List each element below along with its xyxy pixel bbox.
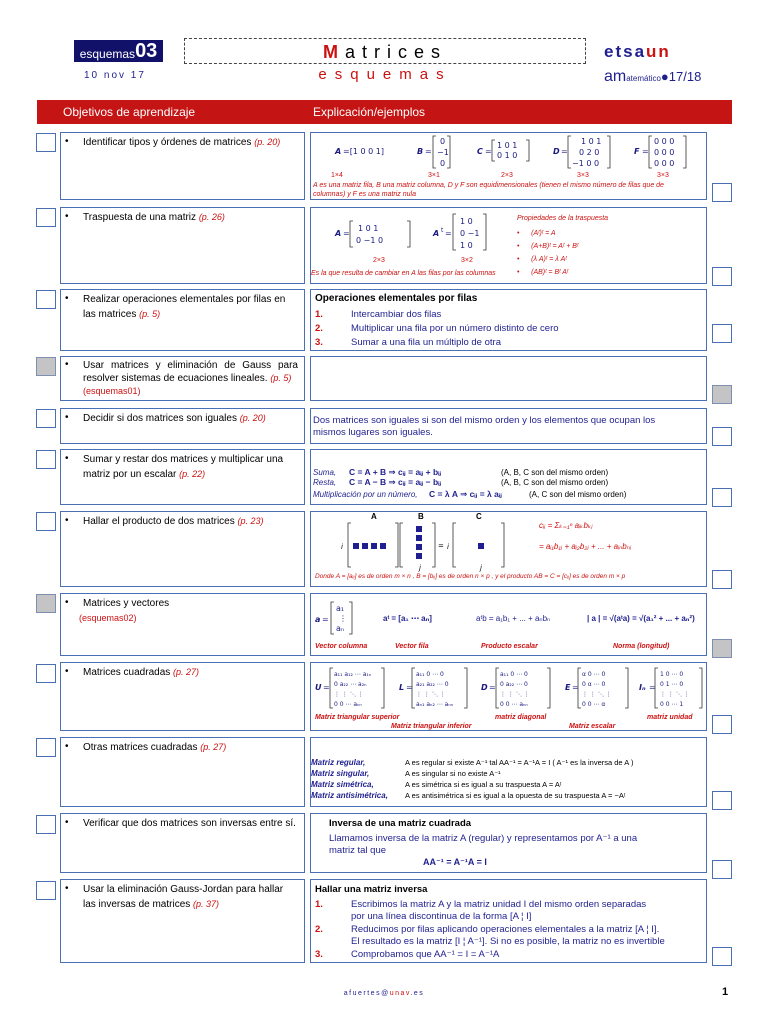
dim-a: 2×3 (373, 257, 385, 264)
svg-text:=: = (572, 683, 579, 692)
svg-text:α 0 ⋯ 0: α 0 ⋯ 0 (582, 671, 606, 678)
diff-formula: C = A − B ⇒ cᵢⱼ = aᵢⱼ − bᵢⱼ (349, 477, 442, 487)
esquemas-badge (74, 40, 163, 62)
checkbox-example-9[interactable] (712, 715, 732, 734)
svg-text:0 a₂₂ ⋯ a₂ₙ: 0 a₂₂ ⋯ a₂ₙ (334, 681, 367, 688)
step-1-cont: por una línea discontinua de la forma [A ¦ I] (351, 911, 532, 922)
column-vector (315, 600, 375, 640)
objective-1: • Identificar tipos y órdenes de matrices (p. 20) (60, 132, 305, 200)
objective-text: Verificar que dos matrices son inversas entre sí. (83, 818, 296, 829)
vector-norm: | a | = √(aᵗa) = √(a₁² + ... + aₙ²) (587, 614, 695, 623)
label-row-vector: Vector fila (395, 643, 429, 650)
objective-text: Usar la eliminación Gauss-Jordan para hallar las inversas de matrices (83, 884, 284, 910)
svg-text:1 0: 1 0 (460, 241, 473, 250)
svg-text:U: U (315, 683, 322, 692)
label-a: A (371, 512, 377, 521)
objective-6: • Sumar y restar dos matrices y multiplicar una matriz por un escalar (p. 22) (60, 449, 305, 505)
checkbox-objective-12[interactable] (36, 881, 56, 900)
objective-12: • Usar la eliminación Gauss-Jordan para hallar las inversas de matrices (p. 37) (60, 879, 305, 963)
svg-text:A: A (335, 147, 342, 156)
objective-5: • Decidir si dos matrices son iguales (p. 20) (60, 408, 305, 444)
objective-text: Hallar el producto de dos matrices (83, 516, 235, 527)
inverse-formula: AA⁻¹ = A⁻¹A = I (423, 857, 487, 867)
document-date: 10 nov 17 (84, 70, 146, 81)
checkbox-example-8[interactable] (712, 639, 732, 658)
inverse-title: Inversa de una matriz cuadrada (329, 818, 472, 829)
svg-text:D: D (553, 147, 560, 156)
svg-text:⋮ ⋮ ⋱ ⋮: ⋮ ⋮ ⋱ ⋮ (500, 691, 530, 698)
svg-text:−1 0 0: −1 0 0 (572, 159, 600, 168)
title-first-letter: M (322, 42, 345, 62)
product-formula-sum: cᵢⱼ = Σₖ₌₁ⁿ aᵢₖbₖⱼ (539, 521, 593, 530)
example-matrix-product (310, 511, 707, 587)
svg-text:=: = (642, 147, 649, 156)
objective-text: Matrices y vectores (83, 598, 170, 609)
transpose-note: Es la que resulta de cambiar en A las filas por las columnas (311, 270, 496, 277)
page-ref: (p. 5) (139, 309, 161, 319)
inverse-line-1: Llamamos inversa de la matriz A (regular) y representamos por A⁻¹ a una (329, 833, 638, 844)
objective-text: Traspuesta de una matriz (83, 212, 197, 223)
footer-email: afuertes@unav.es (343, 990, 425, 997)
equal-line-1: Dos matrices son iguales si son del mismo orden y los elementos que ocupan los (313, 415, 656, 426)
svg-text:⋮ ⋮ ⋱ ⋮: ⋮ ⋮ ⋱ ⋮ (582, 691, 612, 698)
esquemas-ref: (esquemas01) (83, 386, 141, 396)
dim-b: 3×1 (428, 172, 440, 179)
title-rest: atrices (344, 42, 447, 62)
prop-1: • (Aᵗ)ᵗ = A (517, 230, 556, 237)
product-note: Donde A = [aᵢⱼ] es de orden m × n , B = [bᵢⱼ] es de orden n × p , y el producto AB = C = [cᵢⱼ] es de orden m × p (315, 573, 626, 580)
scalar-label: Multiplicación por un número, (313, 490, 418, 499)
svg-text:⋮ ⋮ ⋱ ⋮: ⋮ ⋮ ⋱ ⋮ (334, 691, 364, 698)
svg-text:0 a₂₂ ⋯ 0: 0 a₂₂ ⋯ 0 (500, 681, 528, 688)
svg-text:A: A (433, 229, 440, 238)
example-vectors (310, 593, 707, 656)
svg-text:1 0 1: 1 0 1 (358, 224, 379, 233)
svg-text:=: = (322, 615, 329, 624)
svg-text:i: i (447, 543, 449, 551)
svg-text:Iₙ: Iₙ (639, 683, 646, 692)
row-vector: aᵗ = [a₁ ⋯ aₙ] (383, 614, 432, 623)
objective-text: Realizar operaciones elementales por filas en las matrices (83, 294, 286, 320)
inverse-line-2: matriz tal que (329, 845, 387, 856)
svg-text:0 1 0: 0 1 0 (497, 151, 518, 160)
svg-text:⋮ ⋮ ⋱ ⋮: ⋮ ⋮ ⋱ ⋮ (416, 691, 446, 698)
symmetric-key: Matriz simétrica, (311, 780, 374, 789)
checkbox-example-2[interactable] (712, 267, 732, 286)
checkbox-objective-11[interactable] (36, 815, 56, 834)
svg-text:a₂₁ a₂₂ ⋯ 0: a₂₁ a₂₂ ⋯ 0 (416, 681, 449, 688)
prop-2: • (A+B)ᵗ = Aᵗ + Bᵗ (517, 243, 579, 250)
checkbox-example-5[interactable] (712, 427, 732, 446)
page-ref: (p. 5) (270, 373, 292, 383)
prop-3: • (λ A)ᵗ = λ Aᵗ (517, 256, 567, 263)
svg-text:a₁₁ 0 ⋯ 0: a₁₁ 0 ⋯ 0 (416, 671, 444, 678)
svg-text:a: a (315, 615, 321, 624)
page-ref: (p. 23) (237, 516, 264, 526)
objective-8: • Matrices y vectores (esquemas02) (60, 593, 305, 656)
types-note-2: columnas) y F es una matriz nula (313, 191, 416, 198)
diff-note: (A, B, C son del mismo orden) (501, 478, 609, 487)
svg-text:a₁: a₁ (336, 604, 345, 613)
section-header-bar (37, 100, 732, 124)
svg-text:=: = (343, 229, 350, 238)
regular-value: A es regular si existe A⁻¹ tal AA⁻¹ = A⁻¹A = I ( A⁻¹ es la inversa de A ) (405, 758, 634, 767)
checkbox-example-12[interactable] (712, 947, 732, 966)
matrix-types-diagram (311, 133, 706, 177)
label-norm: Norma (longitud) (613, 643, 670, 650)
svg-text:i: i (341, 543, 343, 551)
am-year: ●17/18 (660, 69, 702, 84)
svg-text:=: = (649, 683, 656, 692)
page-ref: (p. 20) (254, 137, 281, 147)
objective-10: • Otras matrices cuadradas (p. 27) (60, 737, 305, 807)
diff-label: Resta, (313, 478, 337, 487)
checkbox-objective-3[interactable] (36, 290, 56, 309)
svg-text:E: E (565, 683, 571, 692)
svg-text:1 0 1: 1 0 1 (581, 137, 602, 146)
svg-text:a₁₁ 0 ⋯ 0: a₁₁ 0 ⋯ 0 (500, 671, 528, 678)
sum-formula: C = A + B ⇒ cᵢⱼ = aᵢⱼ + bᵢⱼ (349, 467, 442, 477)
regular-key: Matriz regular, (311, 758, 366, 767)
row-op-1: 1. Intercambiar dos filas (315, 309, 442, 320)
checkbox-objective-10[interactable] (36, 738, 56, 757)
svg-text:0 0 ⋯ 1: 0 0 ⋯ 1 (660, 701, 684, 708)
label-identity: matriz unidad (647, 714, 693, 721)
page-number: 1 (722, 986, 729, 998)
checkbox-objective-8[interactable] (36, 594, 56, 613)
svg-text:⋮: ⋮ (339, 614, 347, 623)
objective-4: • Usar matrices y eliminación de Gauss para resolver sistemas de ecuaciones lineales. (p. 5) (esquemas01) (60, 356, 305, 401)
svg-text:0: 0 (440, 159, 446, 168)
example-other-square-matrices (310, 737, 707, 807)
checkbox-example-10[interactable] (712, 791, 732, 810)
checkbox-example-1[interactable] (712, 183, 732, 202)
dot-product: aᵗb = a₁b₁ + ... + aₙbₙ (476, 614, 551, 623)
svg-text:A: A (335, 229, 342, 238)
prop-4: • (AB)ᵗ = Bᵗ Aᵗ (517, 269, 569, 276)
page-ref: (p. 27) (200, 742, 227, 752)
svg-text:0 −1: 0 −1 (460, 229, 480, 238)
example-find-inverse (310, 879, 707, 963)
svg-text:0 −1 0: 0 −1 0 (356, 236, 384, 245)
dim-at: 3×2 (461, 257, 473, 264)
sum-label: Suma, (313, 468, 337, 477)
objective-11: • Verificar que dos matrices son inversas entre sí. (60, 813, 305, 873)
objective-text: Identificar tipos y órdenes de matrices (83, 137, 252, 148)
transpose-diagram (311, 208, 511, 258)
svg-text:C: C (477, 147, 483, 156)
example-inverse (310, 813, 707, 873)
explanation-header: Explicación/ejemplos (313, 105, 426, 119)
checkbox-objective-4[interactable] (36, 357, 56, 376)
esquemas-ref: (esquemas02) (79, 613, 137, 623)
course-tag (604, 68, 701, 86)
esquemas-word: esquemas (79, 47, 136, 61)
example-row-operations (310, 289, 707, 351)
objective-7: • Hallar el producto de dos matrices (p. 23) (60, 511, 305, 587)
objectives-header: Objetivos de aprendizaje (63, 105, 196, 119)
svg-text:0 0 0: 0 0 0 (654, 159, 675, 168)
page-ref: (p. 27) (173, 667, 200, 677)
checkbox-example-6[interactable] (712, 488, 732, 507)
antisymmetric-key: Matriz antisimétrica, (311, 791, 388, 800)
types-note-1: A es una matriz fila, B una matriz columna, D y F son equidimensionales (tienen el mismo número de filas que de (313, 182, 664, 189)
checkbox-example-3[interactable] (712, 324, 732, 343)
svg-text:aₙ₁ aₙ₂ ⋯ aₙₙ: aₙ₁ aₙ₂ ⋯ aₙₙ (416, 701, 454, 708)
objective-text: Sumar y restar dos matrices y multiplicar una matriz por un escalar (83, 454, 284, 480)
step-2-cont: El resultado es la matriz [I ¦ A⁻¹]. Si no es posible, la matriz no es invertible (351, 936, 665, 947)
row-op-3: 3. Sumar a una fila un múltiplo de otra (315, 337, 501, 348)
step-2: 2. Reducimos por filas aplicando operaciones elementales a la matriz [A ¦ I]. (315, 924, 660, 935)
objective-text: Usar matrices y eliminación de Gauss para resolver sistemas de ecuaciones lineales. (83, 360, 298, 384)
label-scalar: Matriz escalar (569, 723, 616, 730)
esquemas-number: 03 (135, 40, 158, 62)
svg-text:⋮ ⋮ ⋱ ⋮: ⋮ ⋮ ⋱ ⋮ (660, 691, 690, 698)
example-transpose (310, 207, 707, 284)
example-gauss (310, 356, 707, 401)
checkbox-example-4[interactable] (712, 385, 732, 404)
product-diagram (311, 520, 511, 580)
svg-text:=: = (485, 147, 492, 156)
page-subtitle: esquemas (318, 66, 452, 83)
label-diagonal: matriz diagonal (495, 714, 547, 721)
svg-text:=: = (445, 229, 452, 238)
find-inverse-title: Hallar una matriz inversa (315, 884, 428, 895)
svg-text:0 1 ⋯ 0: 0 1 ⋯ 0 (660, 681, 684, 688)
svg-text:1 0 1: 1 0 1 (497, 141, 518, 150)
dim-c: 2×3 (501, 172, 513, 179)
svg-text:t: t (441, 227, 444, 234)
objective-text: Otras matrices cuadradas (83, 742, 198, 753)
example-sum-scalar (310, 449, 707, 505)
svg-text:0 0 ⋯ aₙₙ: 0 0 ⋯ aₙₙ (500, 701, 528, 708)
svg-text:=: = (406, 683, 413, 692)
step-3: 3. Comprobamos que AA⁻¹ = I = A⁻¹A (315, 949, 500, 960)
svg-text:0 α ⋯ 0: 0 α ⋯ 0 (582, 681, 606, 688)
checkbox-objective-7[interactable] (36, 512, 56, 531)
svg-text:D: D (481, 683, 488, 692)
svg-text:0 2 0: 0 2 0 (579, 148, 600, 157)
checkbox-objective-9[interactable] (36, 664, 56, 683)
svg-text:B: B (417, 147, 424, 156)
scalar-note: (A, C son del mismo orden) (529, 490, 627, 499)
svg-text:−1: −1 (437, 148, 449, 157)
brand-a: etsa (604, 42, 647, 61)
symmetric-value: A es simétrica si es igual a su traspuesta A = Aᵗ (405, 780, 562, 789)
objective-2: • Traspuesta de una matriz (p. 26) (60, 207, 305, 284)
objective-9: • Matrices cuadradas (p. 27) (60, 662, 305, 731)
am-big: am (604, 68, 627, 85)
label-lower-triangular: Matriz triangular inferior (391, 723, 472, 730)
singular-key: Matriz singular, (311, 769, 370, 778)
example-matrix-types (310, 132, 707, 200)
checkbox-example-11[interactable] (712, 860, 732, 879)
svg-text:=: = (561, 147, 568, 156)
svg-text:=: = (425, 147, 432, 156)
equal-line-2: mismos lugares son iguales. (313, 427, 433, 438)
svg-text:=[1 0 0 1]: =[1 0 0 1] (343, 147, 384, 156)
svg-text:1 0 ⋯ 0: 1 0 ⋯ 0 (660, 671, 684, 678)
page-ref: (p. 22) (179, 469, 206, 479)
checkbox-example-7[interactable] (712, 570, 732, 589)
svg-text:F: F (634, 147, 640, 156)
example-square-matrices (310, 662, 707, 731)
svg-text:0 0 0: 0 0 0 (654, 137, 675, 146)
svg-text:j: j (419, 564, 421, 572)
svg-text:0 0 ⋯ aₙₙ: 0 0 ⋯ aₙₙ (334, 701, 362, 708)
singular-value: A es singular si no existe A⁻¹ (405, 769, 501, 778)
page-ref: (p. 26) (198, 212, 225, 222)
page-ref: (p. 20) (239, 413, 266, 423)
svg-text:j: j (480, 564, 482, 572)
svg-text:=: = (489, 683, 496, 692)
checkbox-objective-6[interactable] (36, 450, 56, 469)
svg-text:L: L (399, 683, 405, 692)
example-equal-matrices (310, 408, 707, 444)
svg-text:0: 0 (440, 137, 446, 146)
svg-text:a₁₁ a₁₂ ⋯ a₁ₙ: a₁₁ a₁₂ ⋯ a₁ₙ (334, 671, 372, 678)
dim-f: 3×3 (657, 172, 669, 179)
checkbox-objective-1[interactable] (36, 133, 56, 152)
page-ref: (p. 37) (193, 899, 220, 909)
label-column-vector: Vector columna (315, 643, 368, 650)
svg-text:aₙ: aₙ (336, 624, 345, 633)
am-small: atemático (626, 74, 661, 83)
label-c: C (476, 512, 482, 521)
objective-text: Matrices cuadradas (83, 667, 171, 678)
brand-logo (604, 42, 671, 62)
page-title (184, 38, 586, 64)
objective-3: • Realizar operaciones elementales por filas en las matrices (p. 5) (60, 289, 305, 351)
checkbox-objective-5[interactable] (36, 409, 56, 428)
svg-text:=: = (323, 683, 330, 692)
label-dot-product: Producto escalar (481, 643, 538, 650)
label-upper-triangular: Matriz triangular superior (315, 714, 400, 721)
dim-a: 1×4 (331, 172, 343, 179)
svg-text:0 0 0: 0 0 0 (654, 148, 675, 157)
product-formula-expanded: = aᵢ₁b₁ⱼ + aᵢ₂b₂ⱼ + ... + aᵢₙbₙⱼ (539, 542, 632, 551)
antisymmetric-value: A es antisimétrica si es igual a la opuesta de su traspuesta A = −Aᵗ (405, 791, 626, 800)
square-matrices-diagram (311, 665, 706, 713)
row-op-2: 2. Multiplicar una fila por un número distinto de cero (315, 323, 559, 334)
label-b: B (418, 512, 424, 521)
step-1: 1. Escribimos la matriz A y la matriz unidad I del mismo orden separadas (315, 899, 647, 910)
dim-d: 3×3 (577, 172, 589, 179)
row-ops-title: Operaciones elementales por filas (315, 293, 478, 304)
svg-text:1 0: 1 0 (460, 217, 473, 226)
svg-text:=: = (438, 542, 444, 550)
brand-b: un (646, 42, 671, 61)
svg-text:0 0 ⋯ α: 0 0 ⋯ α (582, 701, 606, 708)
objective-text: Decidir si dos matrices son iguales (83, 413, 237, 424)
sum-note: (A, B, C son del mismo orden) (501, 468, 609, 477)
transpose-props-title: Propiedades de la traspuesta (517, 215, 609, 222)
checkbox-objective-2[interactable] (36, 208, 56, 227)
scalar-formula: C = λ A ⇒ cᵢⱼ = λ aᵢⱼ (429, 489, 502, 499)
